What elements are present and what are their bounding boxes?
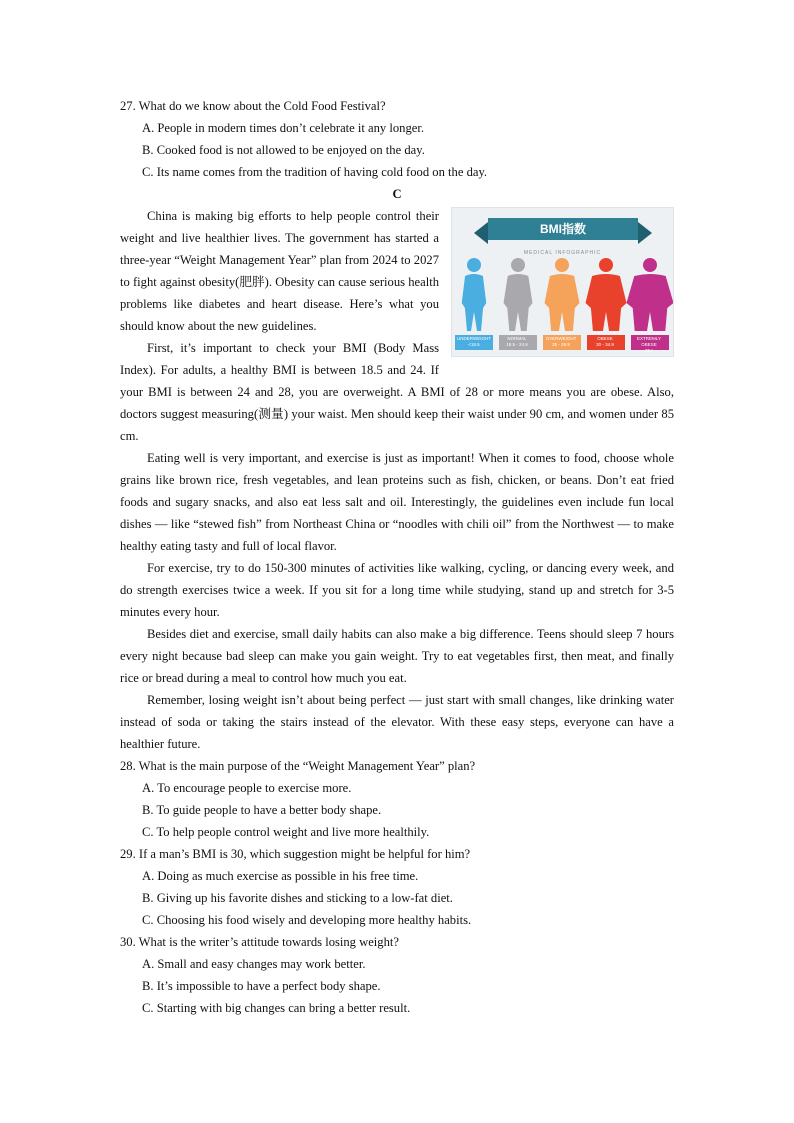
infographic-title: BMI指数 — [488, 218, 638, 240]
category-label-normal: NORMAL 18.5 - 24.9 — [506, 336, 528, 347]
question-27-option-a: A. People in modern times don’t celebrate it any longer. — [142, 121, 425, 135]
question-28-option-a: A. To encourage people to exercise more. — [142, 781, 352, 795]
question-29-option-c: C. Choosing his food wisely and developing more healthy habits. — [142, 913, 472, 927]
question-29-option-a: A. Doing as much exercise as possible in his free time. — [142, 869, 419, 883]
bmi-infographic — [451, 207, 674, 357]
question-28-option-b: B. To guide people to have a better body shape. — [142, 803, 382, 817]
infographic-subtitle: MEDICAL INFOGRAPHIC — [523, 250, 602, 256]
passage-paragraph-1: China is making big efforts to help people control their weight and live healthier lives. The government has started a three-year “Weight Management Year” plan from 2024 to 2027 to fight against obesity(肥胖). Obesity can cause serious health problems like diabetes and heart disease. Here’s what you should know about the new guidelines. — [120, 209, 439, 333]
passage-paragraph-5: Besides diet and exercise, small daily habits can also make a big difference. Teens should sleep 7 hours every night because bad sleep can make you gain weight. Try to eat vegetables first, then meat, and finally rice or bread during a meal to control how much you eat. — [120, 627, 674, 685]
question-28-option-c: C. To help people control weight and live more healthily. — [142, 825, 430, 839]
question-30-option-a: A. Small and easy changes may work better. — [142, 957, 366, 971]
section-title: C — [392, 187, 402, 201]
question-30-option-b: B. It’s impossible to have a perfect body shape. — [142, 979, 381, 993]
passage-paragraph-6: Remember, losing weight isn’t about being perfect — just start with small changes, like drinking water instead of soda or taking the stairs instead of the elevator. With these easy steps, everyone can have a healthier future. — [120, 693, 674, 751]
category-label-overweight: OVERWEIGHT 25 - 29.9 — [545, 336, 577, 347]
question-29-stem: 29. If a man’s BMI is 30, which suggestion might be helpful for him? — [120, 847, 471, 861]
exam-page — [120, 95, 674, 1019]
question-27-option-b: B. Cooked food is not allowed to be enjoyed on the day. — [142, 143, 425, 157]
passage-paragraph-3: Eating well is very important, and exercise is just as important! When it comes to food, choose whole grains like brown rice, fresh vegetables, and lean proteins such as fish, chicken, or beans. Don’t eat fried foods and sugary snacks, and also eat less salt and oil. Interestingly, the guidelines even include fun local dishes — like “stewed fish” from Northeast China or “noodles with chili oil” from the Northwest — to make healthy eating tasty and full of local flavor. — [120, 451, 674, 553]
question-30-option-c: C. Starting with big changes can bring a better result. — [142, 1001, 411, 1015]
category-label-underweight: UNDERWEIGHT <18.5 — [457, 336, 491, 347]
question-27-stem: 27. What do we know about the Cold Food Festival? — [120, 99, 386, 113]
category-label-obese: OBESE 30 - 34.9 — [596, 336, 614, 347]
category-label-extremely-obese: EXTREMLY OBESE 35< — [637, 336, 661, 353]
question-29-option-b: B. Giving up his favorite dishes and sticking to a low-fat diet. — [142, 891, 453, 905]
question-28-stem: 28. What is the main purpose of the “Weight Management Year” plan? — [120, 759, 476, 773]
passage-paragraph-2: First, it’s important to check your BMI (Body Mass Index). For adults, a healthy BMI is between 18.5 and 24. If your BMI is between 24 and 28, you are overweight. A BMI of 28 or more means you are obese. Also, doctors suggest measuring(测量) your waist. Men should keep their waist under 90 cm, and women under 85 cm. — [120, 341, 674, 443]
passage-paragraph-4: For exercise, try to do 150-300 minutes of activities like walking, cycling, or dancing every week, and do strength exercises twice a week. If you sit for a long time while studying, stand up and stretch for 3-5 minutes every hour. — [120, 561, 674, 619]
question-30-stem: 30. What is the writer’s attitude towards losing weight? — [120, 935, 399, 949]
question-27-option-c: C. Its name comes from the tradition of having cold food on the day. — [142, 165, 488, 179]
